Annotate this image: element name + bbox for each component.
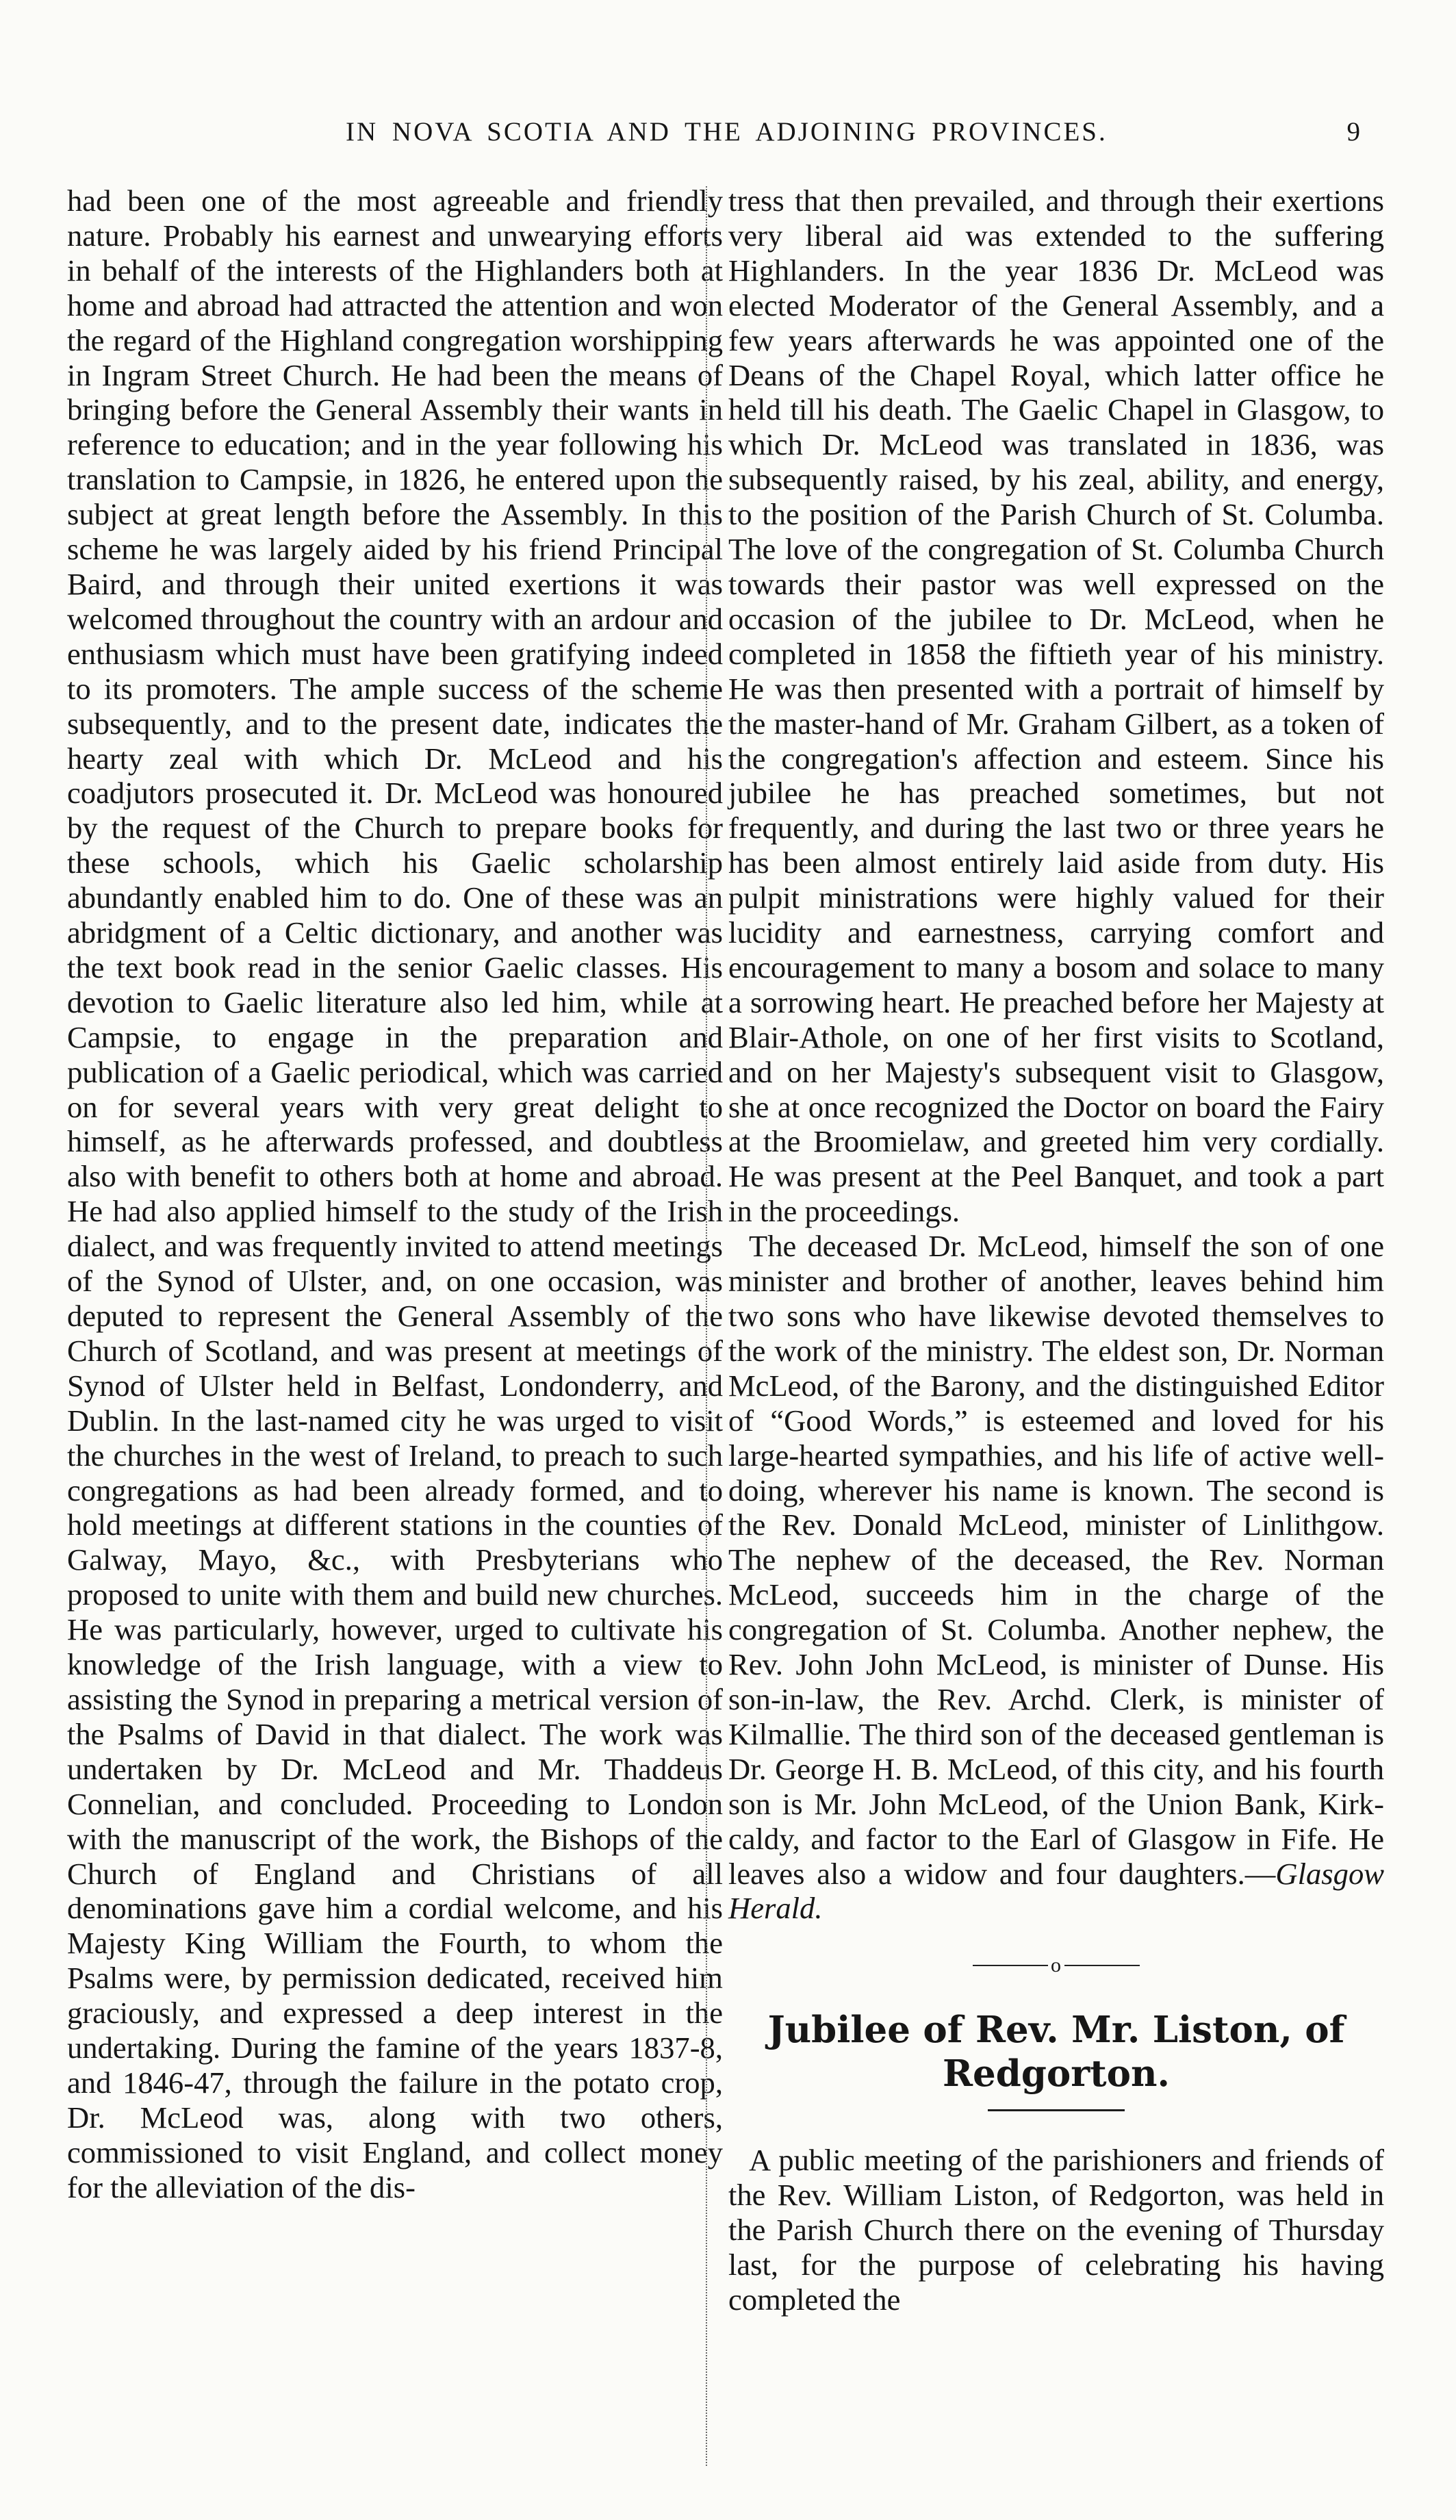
page-number: 9: [1346, 117, 1360, 147]
separator-line-right: [1064, 1965, 1140, 1966]
article-paragraph-1: A public meeting of the parishioners and friends of the Rev. William Liston, of Redgorton, was held in the Parish Church there on the evening of Thursday last, for the purpose of celebrating his having completed the: [728, 2143, 1384, 2317]
source-attribution: Glasgow Herald.: [728, 1856, 1384, 1926]
column-divider: [706, 186, 707, 2466]
obituary-paragraph-2-text: The deceased Dr. McLeod, himself the son of one minister and brother of another, leaves behind him two sons who have likewise devoted themselves to the work of the ministry. The eldest son, Dr. Norman McLeod, of the Barony, and the distinguished Editor of “Good Words,” is esteemed and loved for his large-hearted sympathies, and his life of active well-doing, wherever his name is known. The second is the Rev. Donald McLeod, minister of Linlithgow. The nephew of the deceased, the Rev. Norman McLeod, succeeds him in the charge of the congregation of St. Columba. Another nephew, the Rev. John John McLeod, is minister of Dunse. His son-in-law, the Rev. Archd. Clerk, is minister of Kilmallie. The third son of the deceased gentleman is Dr. George H. B. McLeod, of this city, and his fourth son is Mr. John McLeod, of the Union Bank, Kirk-caldy, and factor to the Earl of Glasgow in Fife. He leaves also a widow and four daughters.—: [728, 1229, 1384, 1891]
section-separator: [728, 1949, 1384, 1979]
obituary-paragraph-2: [728, 1229, 1384, 1926]
separator-line-left: [973, 1965, 1048, 1966]
obituary-paragraph-1: tress that then prevailed, and through their exertions very liberal aid was extended to the suffering Highlanders. In the year 1836 Dr. McLeod was elected Moderator of the General Assembly, and a few years afterwards he was appointed one of the Deans of the Chapel Royal, which latter office he held till his death. The Gaelic Chapel in Glasgow, to which Dr. McLeod was translated in 1836, was subsequently raised, by his zeal, ability, and energy, to the position of the Parish Church of St. Columba. The love of the congregation of St. Columba Church towards their pastor was well expressed on the occasion of the jubilee to Dr. McLeod, when he completed in 1858 the fiftieth year of his ministry. He was then presented with a portrait of himself by the master-hand of Mr. Graham Gilbert, as a token of the congregation's affection and esteem. Since his jubilee he has preached sometimes, but not frequently, and during the last two or three years he has been almost entirely laid aside from duty. His pulpit ministrations were highly valued for their lucidity and earnestness, carrying comfort and encouragement to many a bosom and solace to many a sorrowing heart. He preached before her Majesty at Blair-Athole, on one of her first visits to Scotland, and on her Majesty's subsequent visit to Glasgow, she at once recognized the Doctor on board the Fairy at the Broomielaw, and greeted him very cordially. He was present at the Peel Banquet, and took a part in the proceedings.: [728, 183, 1384, 1229]
page-header: [0, 116, 1456, 164]
title-rule: [988, 2109, 1125, 2111]
right-column: [728, 183, 1384, 2317]
left-column: [67, 183, 723, 2205]
separator-mark: o: [1051, 1954, 1062, 1977]
article-title: Jubilee of Rev. Mr. Liston, of Redgorton.: [767, 2009, 1345, 2096]
left-column-text: had been one of the most agreeable and friendly nature. Probably his earnest and unwearying efforts in behalf of the interests of the Highlanders both at home and abroad had attracted the attention and won the regard of the Highland congregation worshipping in Ingram Street Church. He had been the means of bringing before the General Assembly their wants in reference to education; and in the year following his translation to Campsie, in 1826, he entered upon the subject at great length before the Assembly. In this scheme he was largely aided by his friend Principal Baird, and through their united exertions it was welcomed throughout the country with an ardour and enthusiasm which must have been gratifying indeed to its promoters. The ample success of the scheme subsequently, and to the present date, indicates the hearty zeal with which Dr. McLeod and his coadjutors prosecuted it. Dr. McLeod was honoured by the request of the Church to prepare books for these schools, which his Gaelic scholarship abundantly enabled him to do. One of these was an abridgment of a Celtic dictionary, and another was the text book read in the senior Gaelic classes. His devotion to Gaelic literature also led him, while at Campsie, to engage in the preparation and publication of a Gaelic periodical, which was carried on for several years with very great delight to himself, as he afterwards professed, and doubtless also with benefit to others both at home and abroad. He had also applied himself to the study of the Irish dialect, and was frequently invited to attend meetings of the Synod of Ulster, and, on one occasion, was deputed to represent the General Assembly of the Church of Scotland, and was present at meetings of Synod of Ulster held in Belfast, Londonderry, and Dublin. In the last-named city he was urged to visit the churches in the west of Ireland, to preach to such congregations as had been already formed, and to hold meetings at different stations in the counties of Galway, Mayo, &c., with Presbyterians who proposed to unite with them and build new churches. He was particularly, however, urged to cultivate his knowledge of the Irish language, with a view to assisting the Synod in preparing a metrical version of the Psalms of David in that dialect. The work was undertaken by Dr. McLeod and Mr. Thaddeus Connelian, and concluded. Proceeding to London with the manuscript of the work, the Bishops of the Church of England and Christians of all denominations gave him a cordial welcome, and his Majesty King William the Fourth, to whom the Psalms were, by permission dedicated, received him graciously, and expressed a deep interest in the undertaking. During the famine of the years 1837-8, and 1846-47, through the failure in the potato crop, Dr. McLeod was, along with two others, commissioned to visit England, and collect money for the alleviation of the dis-: [67, 183, 723, 2204]
running-title: IN NOVA SCOTIA AND THE ADJOINING PROVINCES.: [346, 117, 1108, 147]
